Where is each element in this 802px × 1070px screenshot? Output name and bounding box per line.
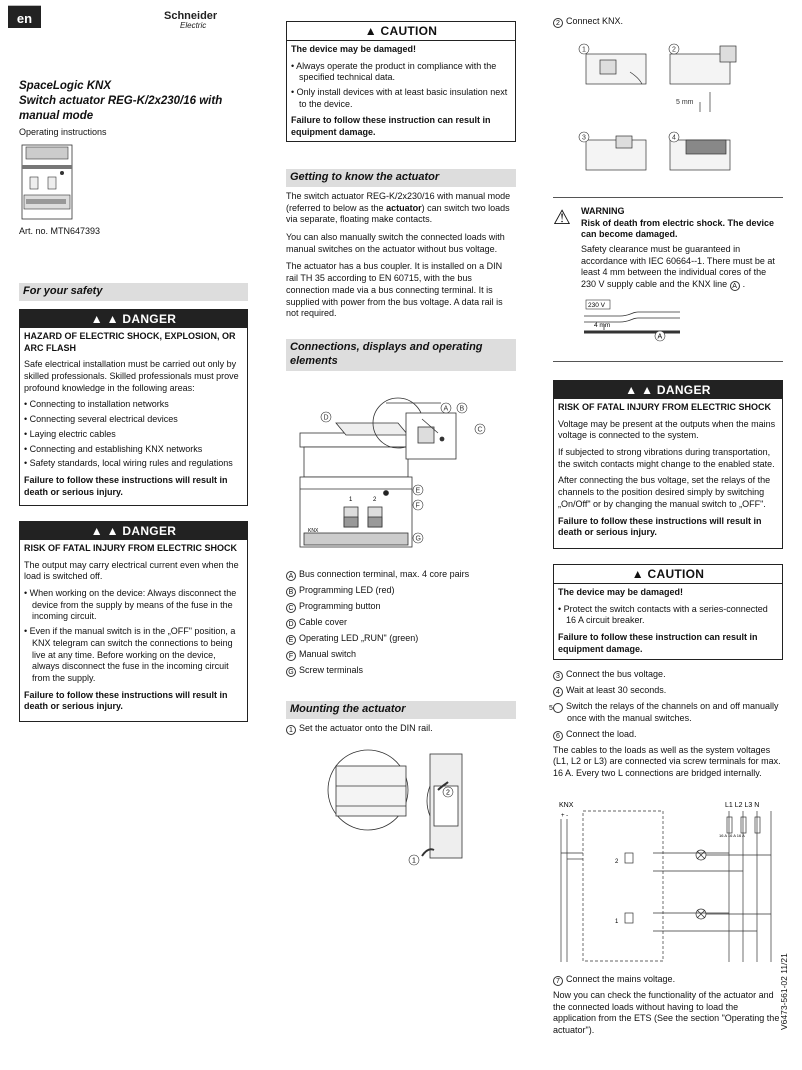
brand-sub: Electric (180, 21, 207, 30)
caution-footer-2: Failure to follow these instruction can result in equipment damage. (558, 632, 758, 654)
danger-p1: Voltage may be present at the outputs when the mains voltage is connected to the system. (558, 418, 776, 441)
danger-box-2 (19, 521, 248, 722)
mount-key-1: 1 (412, 857, 416, 865)
legend-item: B Programming LED (red) (286, 585, 516, 597)
brand-name: Schneider (164, 10, 218, 22)
caution-header-1: ▲ CAUTION (287, 22, 515, 41)
list-item: • Always operate the product in compliance with the specified technical data. (291, 61, 511, 84)
warning-text: Safety clearance must be guaranteed in accordance with IEC 60664--1. There must be at least 4 mm between the individual cores of the 230 V supply cable and the KNX line A . (581, 244, 775, 291)
legend-item: D Cable cover (286, 617, 516, 629)
v230-label: 230 V (588, 302, 605, 309)
steps-list (549, 669, 783, 780)
warning-triangle-icon: ▲ (631, 567, 648, 581)
step-2: 2 Connect KNX. (553, 16, 783, 28)
list-item: • Only install devices with at least basic insulation next to the device. (291, 87, 511, 110)
danger-footer-2: Failure to follow these instructions will result in death or serious injury. (24, 689, 228, 712)
legend-list (286, 569, 516, 681)
danger-p2: If subjected to strong vibrations during transportation, the switch contacts might change to the enabled state. (558, 447, 775, 469)
warning-triangle-icon: ▲ ▲ (90, 312, 123, 326)
knx-step-2: 2 (672, 46, 676, 54)
device-ch-label: 2 (373, 497, 377, 503)
danger-intro-2: The output may carry electrical current even when the load is switched off. (24, 559, 239, 582)
legend-item: F Manual switch (286, 649, 516, 661)
device-key-e: E (415, 487, 421, 495)
list-item: • Connecting several electrical devices (24, 414, 243, 426)
wiring-diagram (553, 797, 783, 967)
step-item: 3 Connect the bus voltage. (553, 669, 783, 681)
device-key-g: G (415, 535, 421, 543)
warning-triangle-icon: ▲ ▲ (90, 524, 123, 538)
legend-item: G Screw terminals (286, 665, 516, 677)
device-figure (286, 393, 516, 565)
warning-triangle-icon: ▲ (364, 24, 381, 38)
know-text (286, 191, 516, 326)
knx-5mm-label: 5 mm (676, 99, 694, 106)
warning-triangle-icon: ⚠ (553, 207, 571, 229)
divider (553, 361, 783, 362)
knx-connect-figure (570, 42, 740, 182)
mount-key-2: 2 (446, 789, 450, 797)
caution-header-2: ▲ CAUTION (554, 565, 782, 584)
final-text: Now you can check the functionality of the actuator and the connected loads without having to load the application from the ETS (See the section "Operating the actuator"). (553, 990, 780, 1036)
warning-title: WARNING (581, 206, 625, 216)
mounting-figure (318, 746, 478, 870)
danger-footer-3: Failure to follow these instructions will result in death or serious injury. (558, 515, 762, 538)
legend-item: A Bus connection terminal, max. 4 core pairs (286, 569, 516, 581)
document-title (19, 79, 249, 124)
list-item: • Connecting to installation networks (24, 399, 243, 411)
danger-title-1: HAZARD OF ELECTRIC SHOCK, EXPLOSION, OR ARC FLASH (24, 331, 236, 353)
title-line-1: SpaceLogic KNX (19, 80, 112, 92)
article-number: Art. no. MTN647393 (19, 226, 101, 236)
mm4-label: 4 mm (594, 322, 611, 329)
language-badge: en (8, 6, 41, 28)
knx-step-3: 3 (582, 134, 586, 142)
mount-step-1: 1 Set the actuator onto the DIN rail. (286, 723, 516, 735)
list-item: • Connecting and establishing KNX networks (24, 444, 243, 456)
step-item: 5 Switch the relays of the channels on and off manually once with the manual switches. (549, 701, 779, 723)
danger-header-1: ▲ ▲ DANGER (20, 310, 247, 328)
danger-footer-1: Failure to follow these instructions will result in death or serious injury. (24, 474, 228, 497)
knx-step-1: 1 (582, 46, 586, 54)
product-thumbnail (18, 143, 76, 221)
know-heading: Getting to know the actuator (286, 169, 516, 187)
wiring-ch2: 2 (615, 859, 619, 865)
legend-item: C Programming button (286, 601, 516, 613)
warning-sub: Risk of death from electric shock. The device can become damaged. (581, 217, 775, 240)
danger-title-2: RISK OF FATAL INJURY FROM ELECTRIC SHOCK (24, 543, 238, 553)
wiring-pm-label: + - (561, 813, 569, 819)
document-version: V6473-561-02 11/21 (779, 953, 789, 1030)
caution-box-1 (286, 21, 516, 142)
device-key-c: C (477, 426, 483, 434)
danger-header-3: ▲ ▲ DANGER (554, 381, 782, 399)
caution-box-2 (553, 564, 783, 660)
wiring-knx-label: KNX (559, 802, 574, 809)
brand-logo (164, 11, 217, 30)
danger-title-3: RISK OF FATAL INJURY FROM ELECTRIC SHOCK (558, 402, 772, 412)
danger-header-2: ▲ ▲ DANGER (20, 522, 247, 540)
device-key-b: B (459, 405, 465, 413)
list-item: • Even if the manual switch is in the „OFF" position, a KNX telegram can switch the connections to being live at any time. Before working on the device, always disconnect the fuse in the incoming circuit from the supply. (24, 626, 243, 684)
step-7: 7 Connect the mains voltage. (553, 974, 783, 986)
caution-footer-1: Failure to follow these instruction can result in equipment damage. (291, 115, 491, 138)
legend-item: E Operating LED „RUN" (green) (286, 633, 516, 645)
wiring-fuse-label: 16 A 16 A 16 A (719, 833, 745, 838)
knx-step-4: 4 (672, 134, 676, 142)
list-item: • When working on the device: Always disconnect the device from the supply by means of the fuse in the incoming circuit. (24, 588, 243, 623)
device-ch-label: 1 (349, 497, 353, 503)
know-p2: You can also manually switch the connected loads with manual switches on the actuator without bus voltage. (286, 232, 505, 254)
final-block (553, 974, 783, 1037)
know-p1: The switch actuator REG-K/2x230/16 with manual mode (referred to below as the actuator) can switch two loads via separate, floating make contacts. (286, 191, 511, 225)
doc-subtitle: Operating instructions (19, 127, 107, 137)
step-item: 4 Wait at least 30 seconds. (553, 685, 783, 697)
connections-heading: Connections, displays and operating elements (286, 339, 516, 371)
device-key-d: D (323, 414, 329, 422)
device-key-f: F (415, 502, 420, 510)
caution-title-2: The device may be damaged! (558, 587, 684, 597)
know-p3: The actuator has a bus coupler. It is installed on a DIN rail TH 35 according to EN 60715, with the bus connection made via a bus connecting terminal. It is supplied with power from the bus voltage. A data rail is not required. (286, 261, 503, 319)
clearance-figure (580, 296, 690, 344)
wiring-ch1: 1 (615, 919, 619, 925)
list-item: • Laying electric cables (24, 429, 243, 441)
device-key-a: A (443, 405, 449, 413)
warning-content (581, 206, 783, 291)
device-knx-label: KNX (308, 528, 319, 534)
danger-intro-1: Safe electrical installation must be carried out only by skilled professionals. Skilled professionals must prove profound knowledge in the following areas: (24, 359, 239, 393)
list-item: • Protect the switch contacts with a series-connected 16 A circuit breaker. (558, 604, 778, 627)
wiring-l-labels: L1 L2 L3 N (725, 802, 760, 809)
divider (553, 197, 783, 198)
warning-block (553, 206, 783, 291)
cables-text: The cables to the loads as well as the system voltages (L1, L2 or L3) are connected via screw terminals for max. 16 A. Every two L connections are bridged internally. (553, 744, 781, 779)
safety-heading: For your safety (19, 283, 248, 301)
list-item: • Safety standards, local wiring rules and regulations (24, 458, 243, 470)
title-line-2: Switch actuator REG-K/2x230/16 with manual mode (19, 94, 223, 122)
caution-title-1: The device may be damaged! (291, 44, 417, 54)
danger-p3: After connecting the bus voltage, set the relays of the channels to the position desired simply by switching „On/Off" or by changing the manual switch to „OFF". (558, 475, 771, 509)
mounting-heading: Mounting the actuator (286, 701, 516, 719)
danger-box-3 (553, 380, 783, 549)
warning-triangle-icon: ▲ ▲ (625, 383, 657, 397)
danger-box-1 (19, 309, 248, 506)
step-item: 6 Connect the load. (553, 729, 783, 741)
clearance-key-a: A (657, 333, 663, 341)
